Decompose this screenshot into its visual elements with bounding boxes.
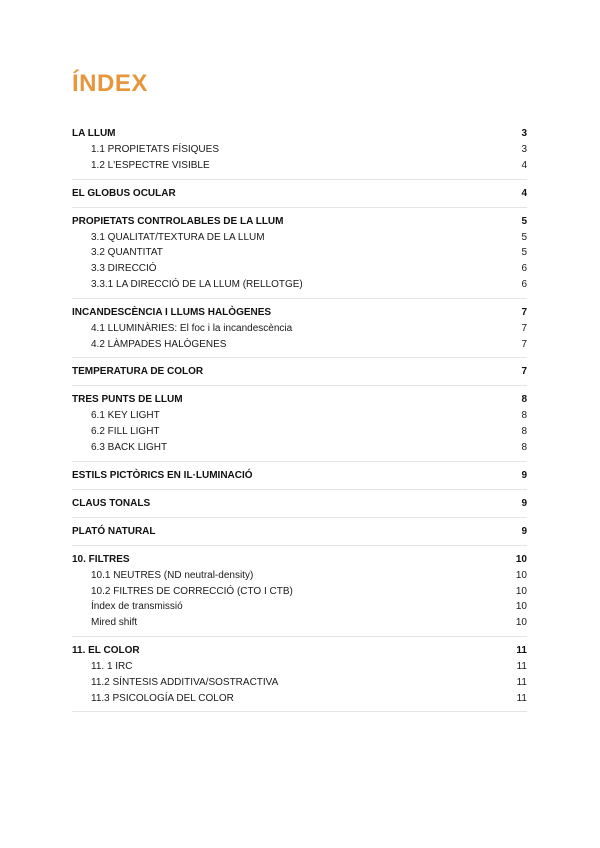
- toc-heading[interactable]: [72, 214, 527, 230]
- toc-entry[interactable]: [72, 440, 527, 456]
- toc-heading-page-number: 7: [521, 366, 527, 378]
- toc-entry-label: 3.3 DIRECCIÓ: [91, 263, 157, 275]
- toc-entry[interactable]: [72, 321, 527, 337]
- toc-heading[interactable]: [72, 305, 527, 321]
- toc-heading-page-number: 9: [521, 525, 527, 537]
- toc-entry-page-number: 10: [515, 585, 527, 597]
- toc-entry-label: 1.2 L'ESPECTRE VISIBLE: [91, 159, 210, 171]
- toc-entry-page-number: 7: [521, 322, 527, 334]
- toc-heading[interactable]: [72, 524, 527, 540]
- toc-heading-label: LA LLUM: [72, 128, 116, 139]
- toc-heading-label: INCANDESCÈNCIA I LLUMS HALÒGENES: [72, 306, 272, 318]
- toc-entry-page-number: 7: [521, 338, 527, 350]
- toc-entry[interactable]: [72, 142, 527, 158]
- toc-section: [72, 214, 527, 299]
- toc-heading[interactable]: [72, 468, 527, 484]
- toc-heading-page-number: 4: [521, 187, 527, 199]
- toc-entry-label: 3.2 QUANTITAT: [91, 247, 163, 259]
- toc-entry-label: 3.1 QUALITAT/TEXTURA DE LA LLUM: [91, 231, 265, 243]
- toc-entry[interactable]: [72, 337, 527, 353]
- toc-entry[interactable]: [72, 261, 527, 277]
- toc-entry[interactable]: [72, 230, 527, 246]
- toc-heading-page-number: 3: [521, 128, 527, 139]
- toc-heading[interactable]: [72, 126, 527, 142]
- toc-heading-label: 10. FILTRES: [72, 553, 130, 565]
- toc-entry[interactable]: [72, 424, 527, 440]
- toc-heading-label: EL GLOBUS OCULAR: [72, 187, 176, 199]
- toc-entry-label: 4.1 LLUMINÀRIES: El foc i la incandescència: [91, 322, 293, 334]
- toc-heading[interactable]: [72, 643, 527, 659]
- toc-entry[interactable]: [72, 277, 527, 293]
- toc-entry[interactable]: [72, 615, 527, 631]
- toc-entry-label: 11.3 PSICOLOGÍA DEL COLOR: [91, 692, 234, 704]
- toc-entry-page-number: 11: [516, 660, 527, 672]
- toc-heading-page-number: 9: [521, 497, 527, 509]
- toc-section: [72, 468, 527, 490]
- toc-entry-label: 4.2 LÀMPADES HALÒGENES: [91, 338, 227, 350]
- table-of-contents: [72, 126, 527, 718]
- toc-heading-page-number: 9: [521, 469, 527, 481]
- toc-entry-label: 6.3 BACK LIGHT: [91, 441, 168, 453]
- toc-entry-page-number: 4: [521, 159, 527, 171]
- toc-entry-label: 6.2 FILL LIGHT: [91, 426, 160, 438]
- toc-entry-page-number: 8: [521, 441, 527, 453]
- toc-entry-page-number: 6: [521, 278, 527, 290]
- toc-entry[interactable]: [72, 245, 527, 261]
- toc-section: [72, 364, 527, 386]
- toc-entry-page-number: 10: [515, 617, 527, 629]
- toc-entry[interactable]: [72, 158, 527, 174]
- toc-section: [72, 643, 527, 712]
- toc-heading[interactable]: [72, 552, 527, 568]
- toc-entry-page-number: 8: [521, 426, 527, 438]
- toc-entry-page-number: 3: [521, 144, 527, 155]
- toc-entry[interactable]: [72, 691, 527, 707]
- toc-heading-label: ESTILS PICTÒRICS EN IL·LUMINACIÓ: [72, 469, 253, 481]
- toc-entry[interactable]: [72, 599, 527, 615]
- toc-heading-page-number: 11: [516, 644, 527, 656]
- toc-entry-page-number: 5: [521, 247, 527, 259]
- toc-heading[interactable]: [72, 496, 527, 512]
- toc-heading-label: PROPIETATS CONTROLABLES DE LA LLUM: [72, 215, 284, 227]
- toc-entry[interactable]: [72, 659, 527, 675]
- toc-section: [72, 186, 527, 208]
- toc-section: [72, 392, 527, 461]
- toc-heading-page-number: 10: [515, 553, 527, 565]
- toc-entry-label: Mired shift: [91, 617, 138, 629]
- toc-heading-label: CLAUS TONALS: [72, 497, 151, 509]
- toc-entry[interactable]: [72, 675, 527, 691]
- toc-heading-label: TEMPERATURA DE COLOR: [72, 366, 204, 378]
- toc-heading[interactable]: [72, 186, 527, 202]
- toc-heading-page-number: 8: [521, 394, 527, 406]
- toc-heading-page-number: 5: [521, 215, 527, 227]
- toc-entry-label: Índex de transmissió: [91, 601, 183, 613]
- toc-entry[interactable]: [72, 584, 527, 600]
- toc-section: [72, 552, 527, 637]
- page-title: ÍNDEX: [72, 70, 148, 97]
- toc-entry-page-number: 6: [521, 263, 527, 275]
- toc-entry-label: 1.1 PROPIETATS FÍSIQUES: [91, 144, 219, 155]
- toc-heading[interactable]: [72, 364, 527, 380]
- toc-section: [72, 524, 527, 546]
- toc-entry-label: 10.1 NEUTRES (ND neutral-density): [91, 569, 254, 581]
- toc-entry-page-number: 10: [515, 569, 527, 581]
- toc-heading-label: PLATÓ NATURAL: [72, 525, 156, 537]
- toc-entry-page-number: 10: [515, 601, 527, 613]
- toc-entry-label: 10.2 FILTRES DE CORRECCIÓ (CTO I CTB): [91, 585, 293, 597]
- toc-entry-label: 11.2 SÍNTESIS ADDITIVA/SOSTRACTIVA: [91, 676, 279, 688]
- toc-entry-page-number: 8: [521, 410, 527, 422]
- toc-entry-label: 6.1 KEY LIGHT: [91, 410, 160, 422]
- toc-heading-page-number: 7: [521, 306, 527, 318]
- toc-entry[interactable]: [72, 568, 527, 584]
- toc-section: [72, 305, 527, 359]
- toc-section: [72, 126, 527, 180]
- toc-heading[interactable]: [72, 392, 527, 408]
- toc-entry-label: 11. 1 IRC: [91, 660, 133, 672]
- toc-section: [72, 496, 527, 518]
- toc-heading-label: TRES PUNTS DE LLUM: [72, 394, 183, 406]
- toc-entry-page-number: 5: [521, 231, 527, 243]
- toc-heading-label: 11. EL COLOR: [72, 644, 140, 656]
- toc-entry-page-number: 11: [516, 692, 527, 704]
- toc-entry-page-number: 11: [516, 676, 527, 688]
- toc-entry[interactable]: [72, 408, 527, 424]
- toc-entry-label: 3.3.1 LA DIRECCIÓ DE LA LLUM (RELLOTGE): [91, 278, 303, 290]
